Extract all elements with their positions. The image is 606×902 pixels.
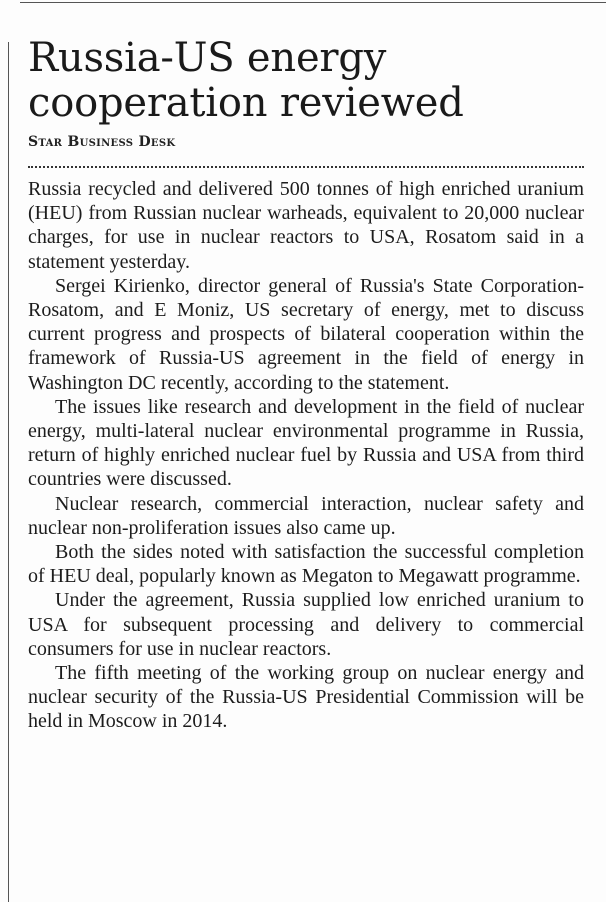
article-body	[28, 177, 584, 734]
dotted-divider	[28, 166, 584, 168]
article-byline: Star Business Desk	[28, 134, 176, 150]
article-paragraph-7: The fifth meeting of the working group on nuclear energy and nuclear security of the Russia-US Presidential Commission will be held in Moscow in 2014.	[28, 662, 584, 733]
left-column-rule	[8, 42, 9, 902]
article-paragraph-2: Sergei Kirienko, director general of Russia's State Corporation-Rosatom, and E Moniz, US secretary of energy, met to discuss current progress and prospects of bilateral cooperation within the framework of Russia-US agreement in the field of energy in Washington DC recently, according to the statement.	[28, 274, 584, 394]
news-article	[28, 36, 584, 734]
article-paragraph-5: Both the sides noted with satisfaction the successful completion of HEU deal, popularly known as Megaton to Megawatt programme.	[28, 541, 584, 588]
top-column-rule	[20, 2, 606, 3]
article-paragraph-3: The issues like research and development in the field of nuclear energy, multi-lateral nuclear environmental programme in Russia, return of highly enriched nuclear fuel by Russia and USA from third countries were discussed.	[28, 395, 584, 491]
article-headline: Russia-US energy cooperation reviewed	[28, 35, 464, 126]
article-paragraph-4: Nuclear research, commercial interaction, nuclear safety and nuclear non-proliferation issues also came up.	[28, 492, 584, 539]
article-paragraph-6: Under the agreement, Russia supplied low enriched uranium to USA for subsequent processing and delivery to commercial consumers for use in nuclear reactors.	[28, 589, 584, 660]
article-paragraph-1: Russia recycled and delivered 500 tonnes of high enriched uranium (HEU) from Russian nuclear warheads, equivalent to 20,000 nuclear charges, for use in nuclear reactors to USA, Rosatom said in a statement yesterday.	[28, 178, 584, 273]
